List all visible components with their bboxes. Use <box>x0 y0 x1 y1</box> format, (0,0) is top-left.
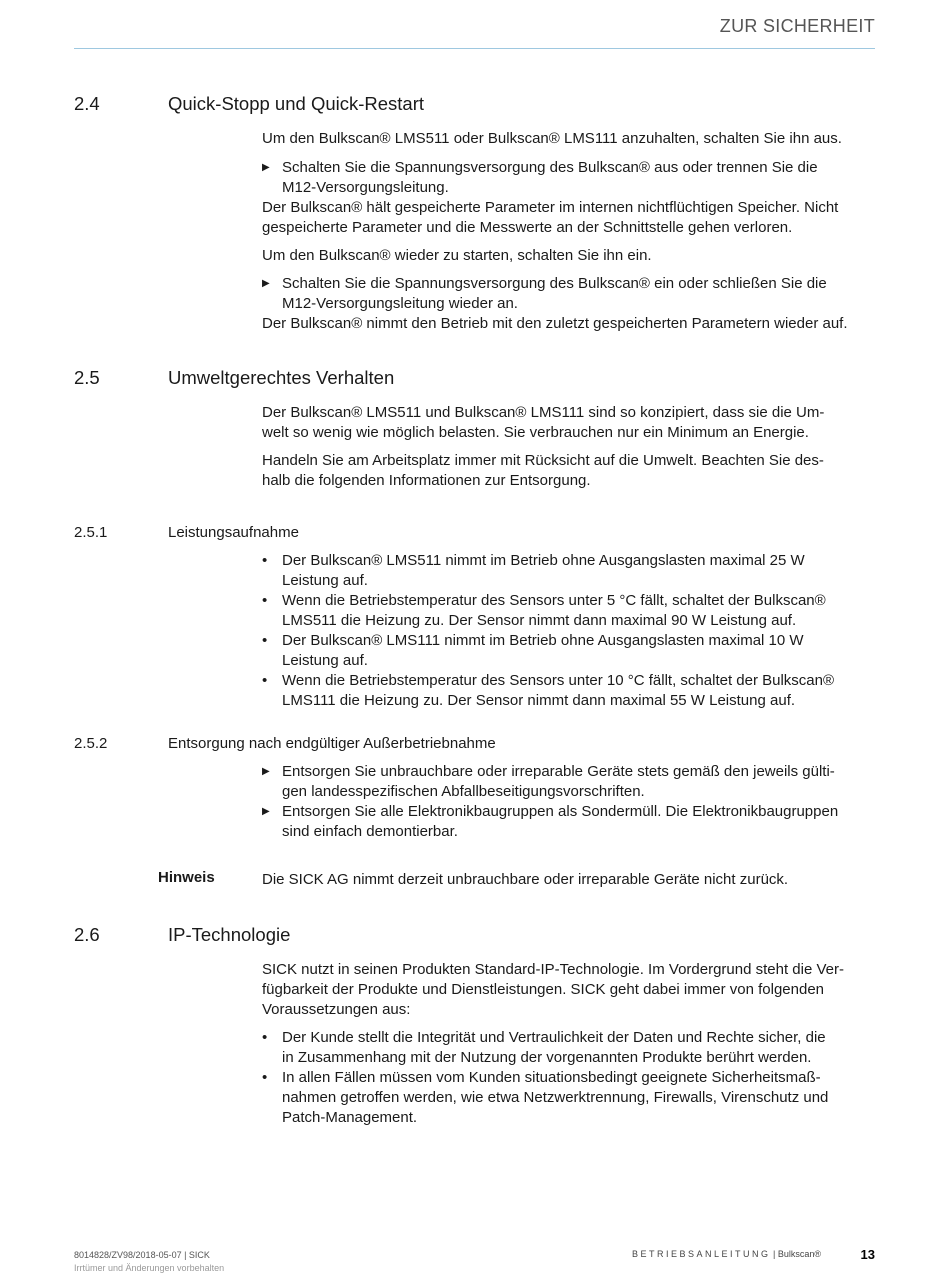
result-line: Der Bulkscan® hält gespeicherte Parameter im internen nichtflüchtigen Speicher. Nicht <box>262 199 839 216</box>
list-item <box>262 591 874 631</box>
section-title-2-6: IP-Technologie <box>168 924 291 945</box>
step-line: Entsorgen Sie unbrauchbare oder irreparable Geräte stets gemäß den jeweils gülti- <box>282 763 835 780</box>
list-item-line: Der Bulkscan® LMS111 nimmt im Betrieb ohne Ausgangslasten maximal 10 W <box>282 632 804 649</box>
list-item-line: In allen Fällen müssen vom Kunden situationsbedingt geeignete Sicherheitsmaß- <box>282 1069 821 1086</box>
paragraph-line: Voraussetzungen aus: <box>262 1001 411 1018</box>
footer-doc-id: 8014828/ZV98/2018-05-07 | SICK <box>74 1250 210 1260</box>
list-item <box>262 1068 874 1128</box>
action-step <box>262 274 874 314</box>
triangle-right-icon: ▶ <box>262 766 270 777</box>
footer-disclaimer: Irrtümer und Änderungen vorbehalten <box>74 1263 225 1273</box>
paragraph-line: SICK nutzt in seinen Produkten Standard-IP-Technologie. Im Vordergrund steht die Ver- <box>262 961 844 978</box>
paragraph: Um den Bulkscan® LMS511 oder Bulkscan® LMS111 anzuhalten, schalten Sie ihn aus. <box>262 130 842 147</box>
paragraph-line: Handeln Sie am Arbeitsplatz immer mit Rücksicht auf die Umwelt. Beachten Sie des- <box>262 452 824 469</box>
paragraph-line: welt so wenig wie möglich belasten. Sie verbrauchen nur ein Minimum an Energie. <box>262 424 809 441</box>
section-header-title: ZUR SICHERHEIT <box>719 16 875 36</box>
page-number: 13 <box>860 1247 875 1262</box>
bullet-dot-icon: • <box>262 1029 268 1046</box>
result-line: gespeicherte Parameter und die Messwerte an der Schnittstelle gehen verloren. <box>262 219 793 236</box>
list-item <box>262 671 874 711</box>
triangle-right-icon: ▶ <box>262 162 270 173</box>
list-item-line: Der Kunde stellt die Integrität und Vertraulichkeit der Daten und Rechte sicher, die <box>282 1029 826 1046</box>
list-item-line: Wenn die Betriebstemperatur des Sensors unter 10 °C fällt, schaltet der Bulkscan® <box>282 672 835 689</box>
step-line: gen landesspezifischen Abfallbeseitigungsvorschriften. <box>282 783 645 800</box>
result-line: Der Bulkscan® nimmt den Betrieb mit den zuletzt gespeicherten Parametern wieder auf. <box>262 315 848 332</box>
list-item-line: Leistung auf. <box>282 572 368 589</box>
section-title-2-4: Quick-Stopp und Quick-Restart <box>168 93 425 114</box>
footer-product: Bulkscan® <box>777 1249 822 1259</box>
footer-manual-label: BETRIEBSANLEITUNG <box>632 1249 771 1259</box>
section-body-2-4 <box>262 129 874 334</box>
paragraph: Um den Bulkscan® wieder zu starten, schalten Sie ihn ein. <box>262 247 652 264</box>
action-step <box>262 802 874 842</box>
section-body-2-6 <box>262 960 874 1128</box>
paragraph-line: fügbarkeit der Produkte und Dienstleistungen. SICK geht dabei immer von folgenden <box>262 981 825 998</box>
section-title-2-5-1: Leistungsaufnahme <box>168 524 299 541</box>
step-line: Schalten Sie die Spannungsversorgung des Bulkscan® aus oder trennen Sie die <box>282 159 818 176</box>
bullet-dot-icon: • <box>262 552 268 569</box>
list-item-line: Leistung auf. <box>282 652 368 669</box>
step-line: sind einfach demontierbar. <box>282 823 458 840</box>
list-item-line: LMS511 die Heizung zu. Der Sensor nimmt dann maximal 90 W Leistung auf. <box>282 612 797 629</box>
section-number-2-5: 2.5 <box>74 367 100 388</box>
list-item-line: in Zusammenhang mit der Nutzung der vorgenannten Produkte berührt werden. <box>282 1049 812 1066</box>
action-step <box>262 158 874 198</box>
list-item <box>262 1028 874 1068</box>
note-label: Hinweis <box>158 869 215 886</box>
list-item-line: Wenn die Betriebstemperatur des Sensors unter 5 °C fällt, schaltet der Bulkscan® <box>282 592 826 609</box>
step-line: M12-Versorgungsleitung. <box>282 179 449 196</box>
header-divider <box>74 48 875 49</box>
list-item-line: Der Bulkscan® LMS511 nimmt im Betrieb ohne Ausgangslasten maximal 25 W <box>282 552 805 569</box>
section-number-2-6: 2.6 <box>74 924 100 945</box>
section-body-2-5-2 <box>262 762 874 842</box>
action-step <box>262 762 874 802</box>
step-line: Schalten Sie die Spannungsversorgung des Bulkscan® ein oder schließen Sie die <box>282 275 827 292</box>
step-line: M12-Versorgungsleitung wieder an. <box>282 295 518 312</box>
paragraph-line: halb die folgenden Informationen zur Entsorgung. <box>262 472 591 489</box>
section-body-2-5-1 <box>262 551 874 711</box>
step-line: Entsorgen Sie alle Elektronikbaugruppen als Sondermüll. Die Elektronikbaugruppen <box>282 803 839 820</box>
section-title-2-5-2: Entsorgung nach endgültiger Außerbetriebnahme <box>168 735 496 752</box>
list-item-line: nahmen getroffen werden, wie etwa Netzwerktrennung, Firewalls, Virenschutz und <box>282 1089 829 1106</box>
section-number-2-5-1: 2.5.1 <box>74 524 108 541</box>
paragraph-line: Der Bulkscan® LMS511 und Bulkscan® LMS111 sind so konzipiert, dass sie die Um- <box>262 404 825 421</box>
footer-separator: | <box>770 1249 778 1259</box>
list-item-line: LMS111 die Heizung zu. Der Sensor nimmt dann maximal 55 W Leistung auf. <box>282 692 796 709</box>
triangle-right-icon: ▶ <box>262 806 270 817</box>
bullet-dot-icon: • <box>262 1069 268 1086</box>
section-number-2-4: 2.4 <box>74 93 100 114</box>
triangle-right-icon: ▶ <box>262 278 270 289</box>
footer-document-info <box>74 1249 224 1275</box>
bullet-dot-icon: • <box>262 592 268 609</box>
note-text: Die SICK AG nimmt derzeit unbrauchbare oder irreparable Geräte nicht zurück. <box>262 871 789 888</box>
list-item <box>262 631 874 671</box>
bullet-dot-icon: • <box>262 672 268 689</box>
list-item <box>262 551 874 591</box>
list-item-line: Patch-Management. <box>282 1109 418 1126</box>
bullet-dot-icon: • <box>262 632 268 649</box>
section-body-2-5 <box>262 403 874 491</box>
section-number-2-5-2: 2.5.2 <box>74 735 108 752</box>
footer-manual-info <box>632 1249 821 1259</box>
section-title-2-5: Umweltgerechtes Verhalten <box>168 367 395 388</box>
